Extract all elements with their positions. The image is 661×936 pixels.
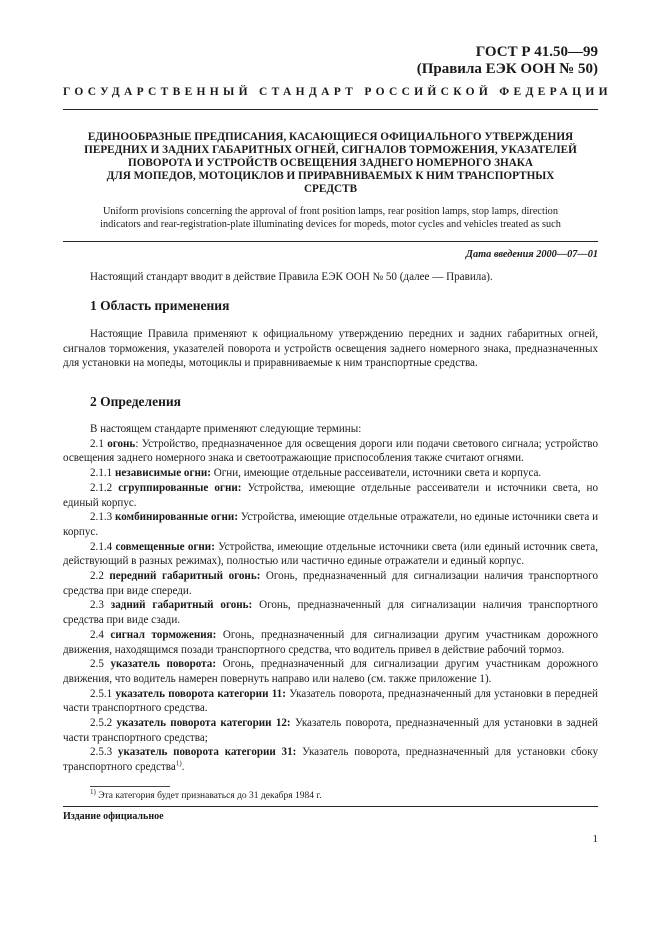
- section-2-lead: В настоящем стандарте применяют следующие термины:: [90, 423, 362, 435]
- item-definition: Огонь, предназначенный для сигнализации наличия транспортного средства при виде сзади.: [63, 599, 598, 627]
- definition-item: [63, 569, 598, 598]
- definition-item: [63, 687, 598, 716]
- item-number: 2.5.2: [90, 717, 113, 730]
- item-number: 2.1.2: [90, 481, 113, 494]
- item-definition: : Устройство, предназначенное для освещения дороги или подачи светового сигнала; устройство освещения заднего номерного знака и светоотражающие приспособления также считают огнями.: [63, 437, 598, 465]
- item-number: 2.1.1: [90, 467, 113, 480]
- item-definition: Огонь, предназначенный для сигнализации другим участникам дорожного движения, находящимся позади транспортного средства, что водитель привел в действие рабочий тормоз.: [63, 628, 598, 656]
- item-term: передний габаритный огонь:: [109, 570, 261, 583]
- gost-number: ГОСТ Р 41.50—99: [475, 44, 598, 60]
- item-definition: Устройства, имеющие отдельные рассеиватели и источники света, но единый корпус.: [63, 481, 598, 509]
- item-number: 2.5.1: [90, 687, 113, 700]
- page-number: 1: [592, 833, 598, 845]
- footnote-reference[interactable]: 1): [175, 759, 182, 768]
- item-number: 2.4: [90, 628, 104, 641]
- title-rule: [63, 241, 598, 242]
- definition-item: [63, 598, 598, 627]
- header-rule: [63, 109, 598, 110]
- item-number: 2.1: [90, 437, 104, 450]
- section-2-heading: 2 Определения: [90, 394, 181, 409]
- definition-item: [63, 481, 598, 510]
- definition-item: [63, 657, 598, 686]
- item-number: 2.3: [90, 599, 104, 612]
- footnote-separator: [90, 786, 170, 787]
- item-term: независимые огни:: [114, 467, 211, 480]
- section-1-heading: 1 Область применения: [90, 298, 230, 313]
- footnote: [90, 787, 322, 801]
- footnote-mark: 1): [90, 787, 96, 796]
- item-definition: Указатель поворота, предназначенный для установки в передней части транспортного средства.: [63, 687, 598, 715]
- definition-item: [63, 466, 598, 481]
- official-edition-label: Издание официальное: [63, 811, 164, 822]
- item-number: 2.5: [90, 658, 104, 671]
- introduction-date: Дата введения 2000—07—01: [465, 249, 598, 260]
- definition-item: [63, 628, 598, 657]
- intro-text: Настоящий стандарт вводит в действие Правила ЕЭК ООН № 50 (далее — Правила).: [90, 271, 493, 283]
- item-term: задний габаритный огонь:: [110, 599, 253, 612]
- definition-item: [63, 716, 598, 745]
- item-number: 2.1.3: [90, 511, 113, 524]
- item-number: 2.1.4: [90, 540, 113, 553]
- item-term: огонь: [107, 437, 136, 450]
- item-definition: Указатель поворота, предназначенный для установки сбоку транспортного средства: [63, 746, 598, 774]
- section-1-body: [63, 327, 598, 371]
- item-tail: .: [181, 761, 185, 774]
- title-line: ПОВОРОТА И УСТРОЙСТВ ОСВЕЩЕНИЯ ЗАДНЕГО НОМЕРНОГО ЗНАКА: [128, 157, 533, 170]
- document-code: [417, 44, 598, 78]
- item-term: сигнал торможения:: [110, 628, 217, 641]
- item-term: сгруппированные огни:: [118, 481, 242, 494]
- footnote-text: Эта категория будет признаваться до 31 декабря 1984 г.: [95, 791, 322, 801]
- item-term: указатель поворота категории 12:: [116, 717, 291, 730]
- definition-item: [63, 745, 598, 774]
- title-line: ЕДИНООБРАЗНЫЕ ПРЕДПИСАНИЯ, КАСАЮЩИЕСЯ ОФИЦИАЛЬНОГО УТВЕРЖДЕНИЯ: [87, 131, 574, 143]
- definition-item: [63, 437, 598, 466]
- section-2-body: [63, 422, 598, 775]
- title-russian: [63, 131, 598, 196]
- definition-item: [63, 510, 598, 539]
- state-standard-heading: ГОСУДАРСТВЕННЫЙ СТАНДАРТ РОССИЙСКОЙ ФЕДЕРАЦИИ: [63, 86, 612, 98]
- title-line: СРЕДСТВ: [303, 183, 358, 196]
- intro-paragraph: [63, 270, 598, 285]
- item-term: указатель поворота категории 31:: [117, 746, 297, 759]
- section-1-text: Настоящие Правила применяют к официальному утверждению передних и задних габаритных огней, сигналов торможения, указателей поворота и устройств освещения заднего номерного знака, предназначенных для установки на мопеды, мотоциклы и приравниваемые к ним транспортные средства.: [63, 328, 598, 370]
- title-line: ПЕРЕДНИХ И ЗАДНИХ ГАБАРИТНЫХ ОГНЕЙ, СИГНАЛОВ ТОРМОЖЕНИЯ, УКАЗАТЕЛЕЙ: [84, 144, 577, 157]
- item-definition: Огонь, предназначенный для сигнализации другим участникам дорожного движения, что водитель намерен повернуть направо или налево (см. также приложение 1).: [63, 658, 599, 685]
- item-definition: Огонь, предназначенный для сигнализации наличия транспортного средства при виде спереди.: [63, 570, 598, 597]
- item-definition: Указатель поворота, предназначенный для установки в задней части транспортного средства;: [63, 717, 598, 744]
- title-line: indicators and rear-registration-plate illuminating devices for mopeds, motor cycles and vehicles treated as such: [100, 218, 561, 230]
- item-definition: Устройства, имеющие отдельные источники света (или единый источник света, действующий в разных режимах), полностью или частично единые отражатели и единый корпус.: [63, 540, 598, 568]
- edition-rule: [63, 806, 598, 807]
- item-number: 2.5.3: [90, 746, 113, 759]
- definition-item: [63, 540, 598, 569]
- item-term: указатель поворота:: [110, 658, 217, 671]
- item-term: комбинированные огни:: [114, 511, 239, 524]
- item-definition: Огни, имеющие отдельные рассеиватели, источники света и корпуса.: [210, 467, 542, 480]
- item-number: 2.2: [90, 570, 104, 583]
- unece-rule-number: (Правила ЕЭК ООН № 50): [416, 61, 598, 77]
- item-term: совмещенные огни:: [115, 540, 215, 553]
- item-term: указатель поворота категории 11:: [115, 687, 286, 700]
- title-english: [63, 206, 598, 231]
- title-line: ДЛЯ МОПЕДОВ, МОТОЦИКЛОВ И ПРИРАВНИВАЕМЫХ К НИМ ТРАНСПОРТНЫХ: [106, 170, 555, 183]
- title-line: Uniform provisions concerning the approval of front position lamps, rear position lamps, stop lamps, direction: [103, 206, 558, 217]
- item-definition: Устройства, имеющие отдельные отражатели, но единые источники света и корпус.: [63, 511, 599, 538]
